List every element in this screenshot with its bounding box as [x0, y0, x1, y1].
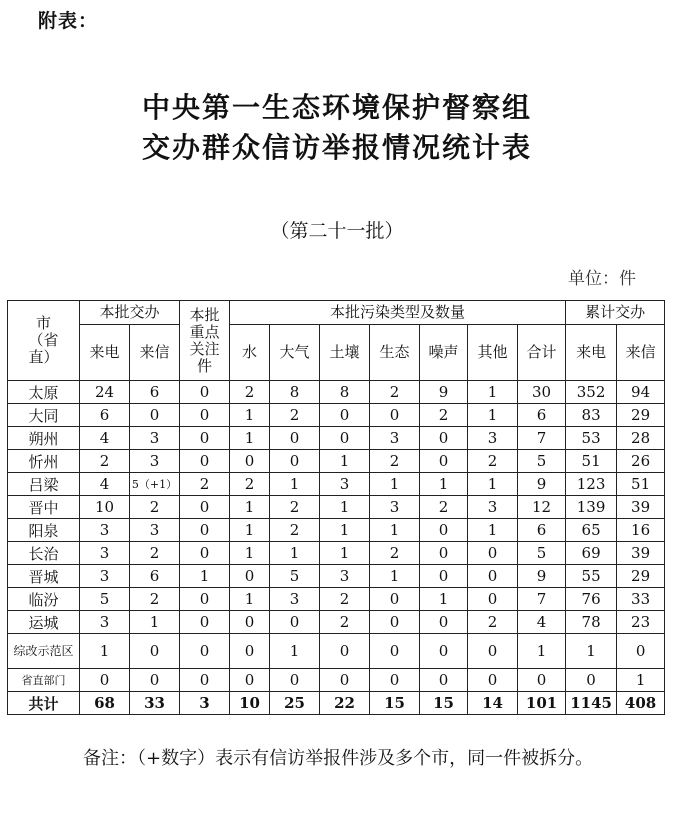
- header-air: 大气: [270, 325, 320, 381]
- cell-noise: 1: [420, 588, 468, 611]
- cell-cum-letter: 0: [617, 634, 665, 669]
- cell-air: 8: [270, 381, 320, 404]
- cell-soil: 0: [320, 634, 370, 669]
- cell-letter: 33: [130, 692, 180, 715]
- header-key-focus: 本批重点关注件: [180, 301, 230, 381]
- header-phone: 来电: [80, 325, 130, 381]
- cell-city: 吕梁: [8, 473, 80, 496]
- cell-city: 晋城: [8, 565, 80, 588]
- cell-water: 0: [230, 565, 270, 588]
- cell-cum-phone: 78: [566, 611, 617, 634]
- cell-noise: 9: [420, 381, 468, 404]
- cell-cum-phone: 51: [566, 450, 617, 473]
- cell-air: 3: [270, 588, 320, 611]
- cell-key: 0: [180, 427, 230, 450]
- cell-phone: 3: [80, 565, 130, 588]
- header-row-group: [8, 301, 665, 325]
- cell-ecology: 3: [370, 427, 420, 450]
- cell-noise: 15: [420, 692, 468, 715]
- cell-other: 0: [468, 542, 518, 565]
- cell-other: 0: [468, 669, 518, 692]
- cell-key: 0: [180, 450, 230, 473]
- header-noise: 噪声: [420, 325, 468, 381]
- cell-other: 3: [468, 496, 518, 519]
- header-cum-phone: 来电: [566, 325, 617, 381]
- cell-noise: 0: [420, 450, 468, 473]
- cell-air: 0: [270, 450, 320, 473]
- cell-cum-letter: 28: [617, 427, 665, 450]
- cell-other: 1: [468, 473, 518, 496]
- cell-city: 晋中: [8, 496, 80, 519]
- cell-noise: 0: [420, 634, 468, 669]
- cell-subtotal: 1: [518, 634, 566, 669]
- cell-phone: 24: [80, 381, 130, 404]
- cell-ecology: 1: [370, 473, 420, 496]
- cell-air: 1: [270, 634, 320, 669]
- cell-cum-phone: 53: [566, 427, 617, 450]
- table-row: [8, 669, 665, 692]
- cell-other: 0: [468, 588, 518, 611]
- cell-cum-letter: 23: [617, 611, 665, 634]
- cell-air: 1: [270, 542, 320, 565]
- cell-city: 运城: [8, 611, 80, 634]
- cell-city: 忻州: [8, 450, 80, 473]
- cell-water: 0: [230, 450, 270, 473]
- cell-ecology: 3: [370, 496, 420, 519]
- cell-noise: 2: [420, 496, 468, 519]
- cell-cum-phone: 1: [566, 634, 617, 669]
- statistics-table: [7, 300, 665, 715]
- cell-subtotal: 9: [518, 473, 566, 496]
- cell-soil: 3: [320, 473, 370, 496]
- cell-water: 2: [230, 381, 270, 404]
- header-subtotal: 合计: [518, 325, 566, 381]
- cell-soil: 0: [320, 669, 370, 692]
- cell-ecology: 0: [370, 588, 420, 611]
- cell-subtotal: 5: [518, 542, 566, 565]
- cell-phone: 5: [80, 588, 130, 611]
- cell-ecology: 1: [370, 565, 420, 588]
- cell-cum-phone: 1145: [566, 692, 617, 715]
- cell-letter: 0: [130, 634, 180, 669]
- cell-phone: 3: [80, 611, 130, 634]
- cell-key: 0: [180, 381, 230, 404]
- cell-soil: 0: [320, 404, 370, 427]
- cell-key: 0: [180, 634, 230, 669]
- cell-key: 3: [180, 692, 230, 715]
- cell-soil: 2: [320, 588, 370, 611]
- cell-subtotal: 0: [518, 669, 566, 692]
- cell-key: 0: [180, 669, 230, 692]
- cell-cum-letter: 39: [617, 496, 665, 519]
- cell-noise: 0: [420, 519, 468, 542]
- header-letter: 来信: [130, 325, 180, 381]
- cell-key: 0: [180, 611, 230, 634]
- cell-key: 1: [180, 565, 230, 588]
- table-row: [8, 611, 665, 634]
- cell-letter: 3: [130, 519, 180, 542]
- cell-other: 2: [468, 611, 518, 634]
- cell-city: 省直部门: [8, 669, 80, 692]
- header-pollution-group: 本批污染类型及数量: [230, 301, 566, 325]
- attachment-label: 附表：: [38, 10, 99, 32]
- cell-water: 2: [230, 473, 270, 496]
- cell-cum-letter: 408: [617, 692, 665, 715]
- cell-subtotal: 4: [518, 611, 566, 634]
- cell-cum-phone: 55: [566, 565, 617, 588]
- cell-noise: 0: [420, 565, 468, 588]
- table-body: [8, 381, 665, 715]
- cell-key: 0: [180, 404, 230, 427]
- cell-cum-phone: 123: [566, 473, 617, 496]
- unit-label: 单位：件: [568, 269, 636, 289]
- cell-soil: 0: [320, 427, 370, 450]
- cell-cum-letter: 94: [617, 381, 665, 404]
- cell-other: 2: [468, 450, 518, 473]
- cell-subtotal: 7: [518, 427, 566, 450]
- table-row: [8, 565, 665, 588]
- cell-letter: 0: [130, 669, 180, 692]
- cell-letter: 6: [130, 565, 180, 588]
- cell-air: 2: [270, 519, 320, 542]
- cell-cum-phone: 139: [566, 496, 617, 519]
- cell-soil: 1: [320, 450, 370, 473]
- cell-cum-letter: 33: [617, 588, 665, 611]
- cell-city: 朔州: [8, 427, 80, 450]
- cell-noise: 0: [420, 427, 468, 450]
- cell-cum-phone: 83: [566, 404, 617, 427]
- cell-other: 14: [468, 692, 518, 715]
- cell-soil: 3: [320, 565, 370, 588]
- cell-other: 1: [468, 404, 518, 427]
- header-batch-group: 本批交办: [80, 301, 180, 325]
- cell-letter: 2: [130, 542, 180, 565]
- cell-soil: 1: [320, 496, 370, 519]
- cell-phone: 3: [80, 542, 130, 565]
- cell-subtotal: 9: [518, 565, 566, 588]
- cell-city: 长治: [8, 542, 80, 565]
- cell-other: 1: [468, 519, 518, 542]
- cell-water: 0: [230, 611, 270, 634]
- cell-phone: 2: [80, 450, 130, 473]
- cell-subtotal: 7: [518, 588, 566, 611]
- cell-air: 2: [270, 404, 320, 427]
- cell-cum-letter: 29: [617, 565, 665, 588]
- cell-letter: 3: [130, 427, 180, 450]
- header-cumulative-group: 累计交办: [566, 301, 665, 325]
- cell-cum-phone: 69: [566, 542, 617, 565]
- cell-key: 0: [180, 588, 230, 611]
- cell-phone: 6: [80, 404, 130, 427]
- cell-air: 1: [270, 473, 320, 496]
- cell-water: 10: [230, 692, 270, 715]
- cell-phone: 4: [80, 427, 130, 450]
- cell-ecology: 0: [370, 404, 420, 427]
- cell-ecology: 2: [370, 542, 420, 565]
- header-city: 市（省直）: [8, 301, 80, 381]
- table-row: [8, 634, 665, 669]
- cell-subtotal: 12: [518, 496, 566, 519]
- cell-key: 0: [180, 542, 230, 565]
- cell-water: 1: [230, 542, 270, 565]
- cell-cum-letter: 29: [617, 404, 665, 427]
- header-ecology: 生态: [370, 325, 420, 381]
- cell-water: 1: [230, 404, 270, 427]
- cell-letter: 5（+1）: [130, 473, 180, 496]
- cell-soil: 1: [320, 519, 370, 542]
- table-row: [8, 519, 665, 542]
- cell-noise: 0: [420, 611, 468, 634]
- cell-other: 3: [468, 427, 518, 450]
- cell-letter: 0: [130, 404, 180, 427]
- cell-phone: 0: [80, 669, 130, 692]
- cell-water: 0: [230, 634, 270, 669]
- cell-key: 0: [180, 519, 230, 542]
- cell-air: 5: [270, 565, 320, 588]
- table-row: [8, 381, 665, 404]
- cell-subtotal: 5: [518, 450, 566, 473]
- cell-subtotal: 101: [518, 692, 566, 715]
- cell-air: 2: [270, 496, 320, 519]
- cell-water: 1: [230, 588, 270, 611]
- cell-air: 0: [270, 669, 320, 692]
- cell-city: 阳泉: [8, 519, 80, 542]
- cell-soil: 22: [320, 692, 370, 715]
- cell-phone: 4: [80, 473, 130, 496]
- cell-city: 临汾: [8, 588, 80, 611]
- cell-other: 0: [468, 634, 518, 669]
- cell-water: 1: [230, 496, 270, 519]
- cell-subtotal: 6: [518, 404, 566, 427]
- table-row: [8, 473, 665, 496]
- cell-ecology: 0: [370, 611, 420, 634]
- cell-phone: 10: [80, 496, 130, 519]
- cell-water: 0: [230, 669, 270, 692]
- cell-air: 0: [270, 427, 320, 450]
- cell-cum-letter: 26: [617, 450, 665, 473]
- table-row: [8, 427, 665, 450]
- cell-ecology: 2: [370, 450, 420, 473]
- cell-ecology: 0: [370, 669, 420, 692]
- cell-ecology: 15: [370, 692, 420, 715]
- cell-cum-phone: 65: [566, 519, 617, 542]
- cell-cum-letter: 51: [617, 473, 665, 496]
- cell-cum-letter: 39: [617, 542, 665, 565]
- cell-cum-phone: 352: [566, 381, 617, 404]
- cell-noise: 0: [420, 669, 468, 692]
- table-row: [8, 542, 665, 565]
- cell-ecology: 1: [370, 519, 420, 542]
- cell-letter: 3: [130, 450, 180, 473]
- cell-cum-phone: 0: [566, 669, 617, 692]
- cell-water: 1: [230, 427, 270, 450]
- table-row: [8, 404, 665, 427]
- cell-subtotal: 30: [518, 381, 566, 404]
- cell-cum-phone: 76: [566, 588, 617, 611]
- header-row-columns: [8, 325, 665, 381]
- header-water: 水: [230, 325, 270, 381]
- cell-other: 1: [468, 381, 518, 404]
- table-row: [8, 588, 665, 611]
- cell-cum-letter: 16: [617, 519, 665, 542]
- document-title-line2: 交办群众信访举报情况统计表: [141, 131, 532, 164]
- cell-phone: 68: [80, 692, 130, 715]
- table-total-row: [8, 692, 665, 715]
- cell-noise: 2: [420, 404, 468, 427]
- cell-city: 共计: [8, 692, 80, 715]
- cell-letter: 2: [130, 588, 180, 611]
- cell-soil: 1: [320, 542, 370, 565]
- table-row: [8, 496, 665, 519]
- cell-water: 1: [230, 519, 270, 542]
- cell-city: 综改示范区: [8, 634, 80, 669]
- table-row: [8, 450, 665, 473]
- header-soil: 土壤: [320, 325, 370, 381]
- cell-phone: 1: [80, 634, 130, 669]
- cell-air: 0: [270, 611, 320, 634]
- cell-soil: 8: [320, 381, 370, 404]
- cell-city: 太原: [8, 381, 80, 404]
- cell-other: 0: [468, 565, 518, 588]
- header-other: 其他: [468, 325, 518, 381]
- cell-cum-letter: 1: [617, 669, 665, 692]
- cell-city: 大同: [8, 404, 80, 427]
- cell-key: 0: [180, 496, 230, 519]
- cell-noise: 0: [420, 542, 468, 565]
- cell-noise: 1: [420, 473, 468, 496]
- cell-letter: 6: [130, 381, 180, 404]
- batch-label: （第二十一批）: [270, 220, 404, 242]
- cell-soil: 2: [320, 611, 370, 634]
- cell-ecology: 0: [370, 634, 420, 669]
- document-title-line1: 中央第一生态环境保护督察组: [141, 91, 532, 124]
- cell-phone: 3: [80, 519, 130, 542]
- cell-subtotal: 6: [518, 519, 566, 542]
- header-cum-letter: 来信: [617, 325, 665, 381]
- cell-ecology: 2: [370, 381, 420, 404]
- cell-air: 25: [270, 692, 320, 715]
- cell-letter: 1: [130, 611, 180, 634]
- cell-letter: 2: [130, 496, 180, 519]
- footnote: 备注：（+数字）表示有信访举报件涉及多个市，同一件被拆分。: [83, 748, 594, 769]
- cell-key: 2: [180, 473, 230, 496]
